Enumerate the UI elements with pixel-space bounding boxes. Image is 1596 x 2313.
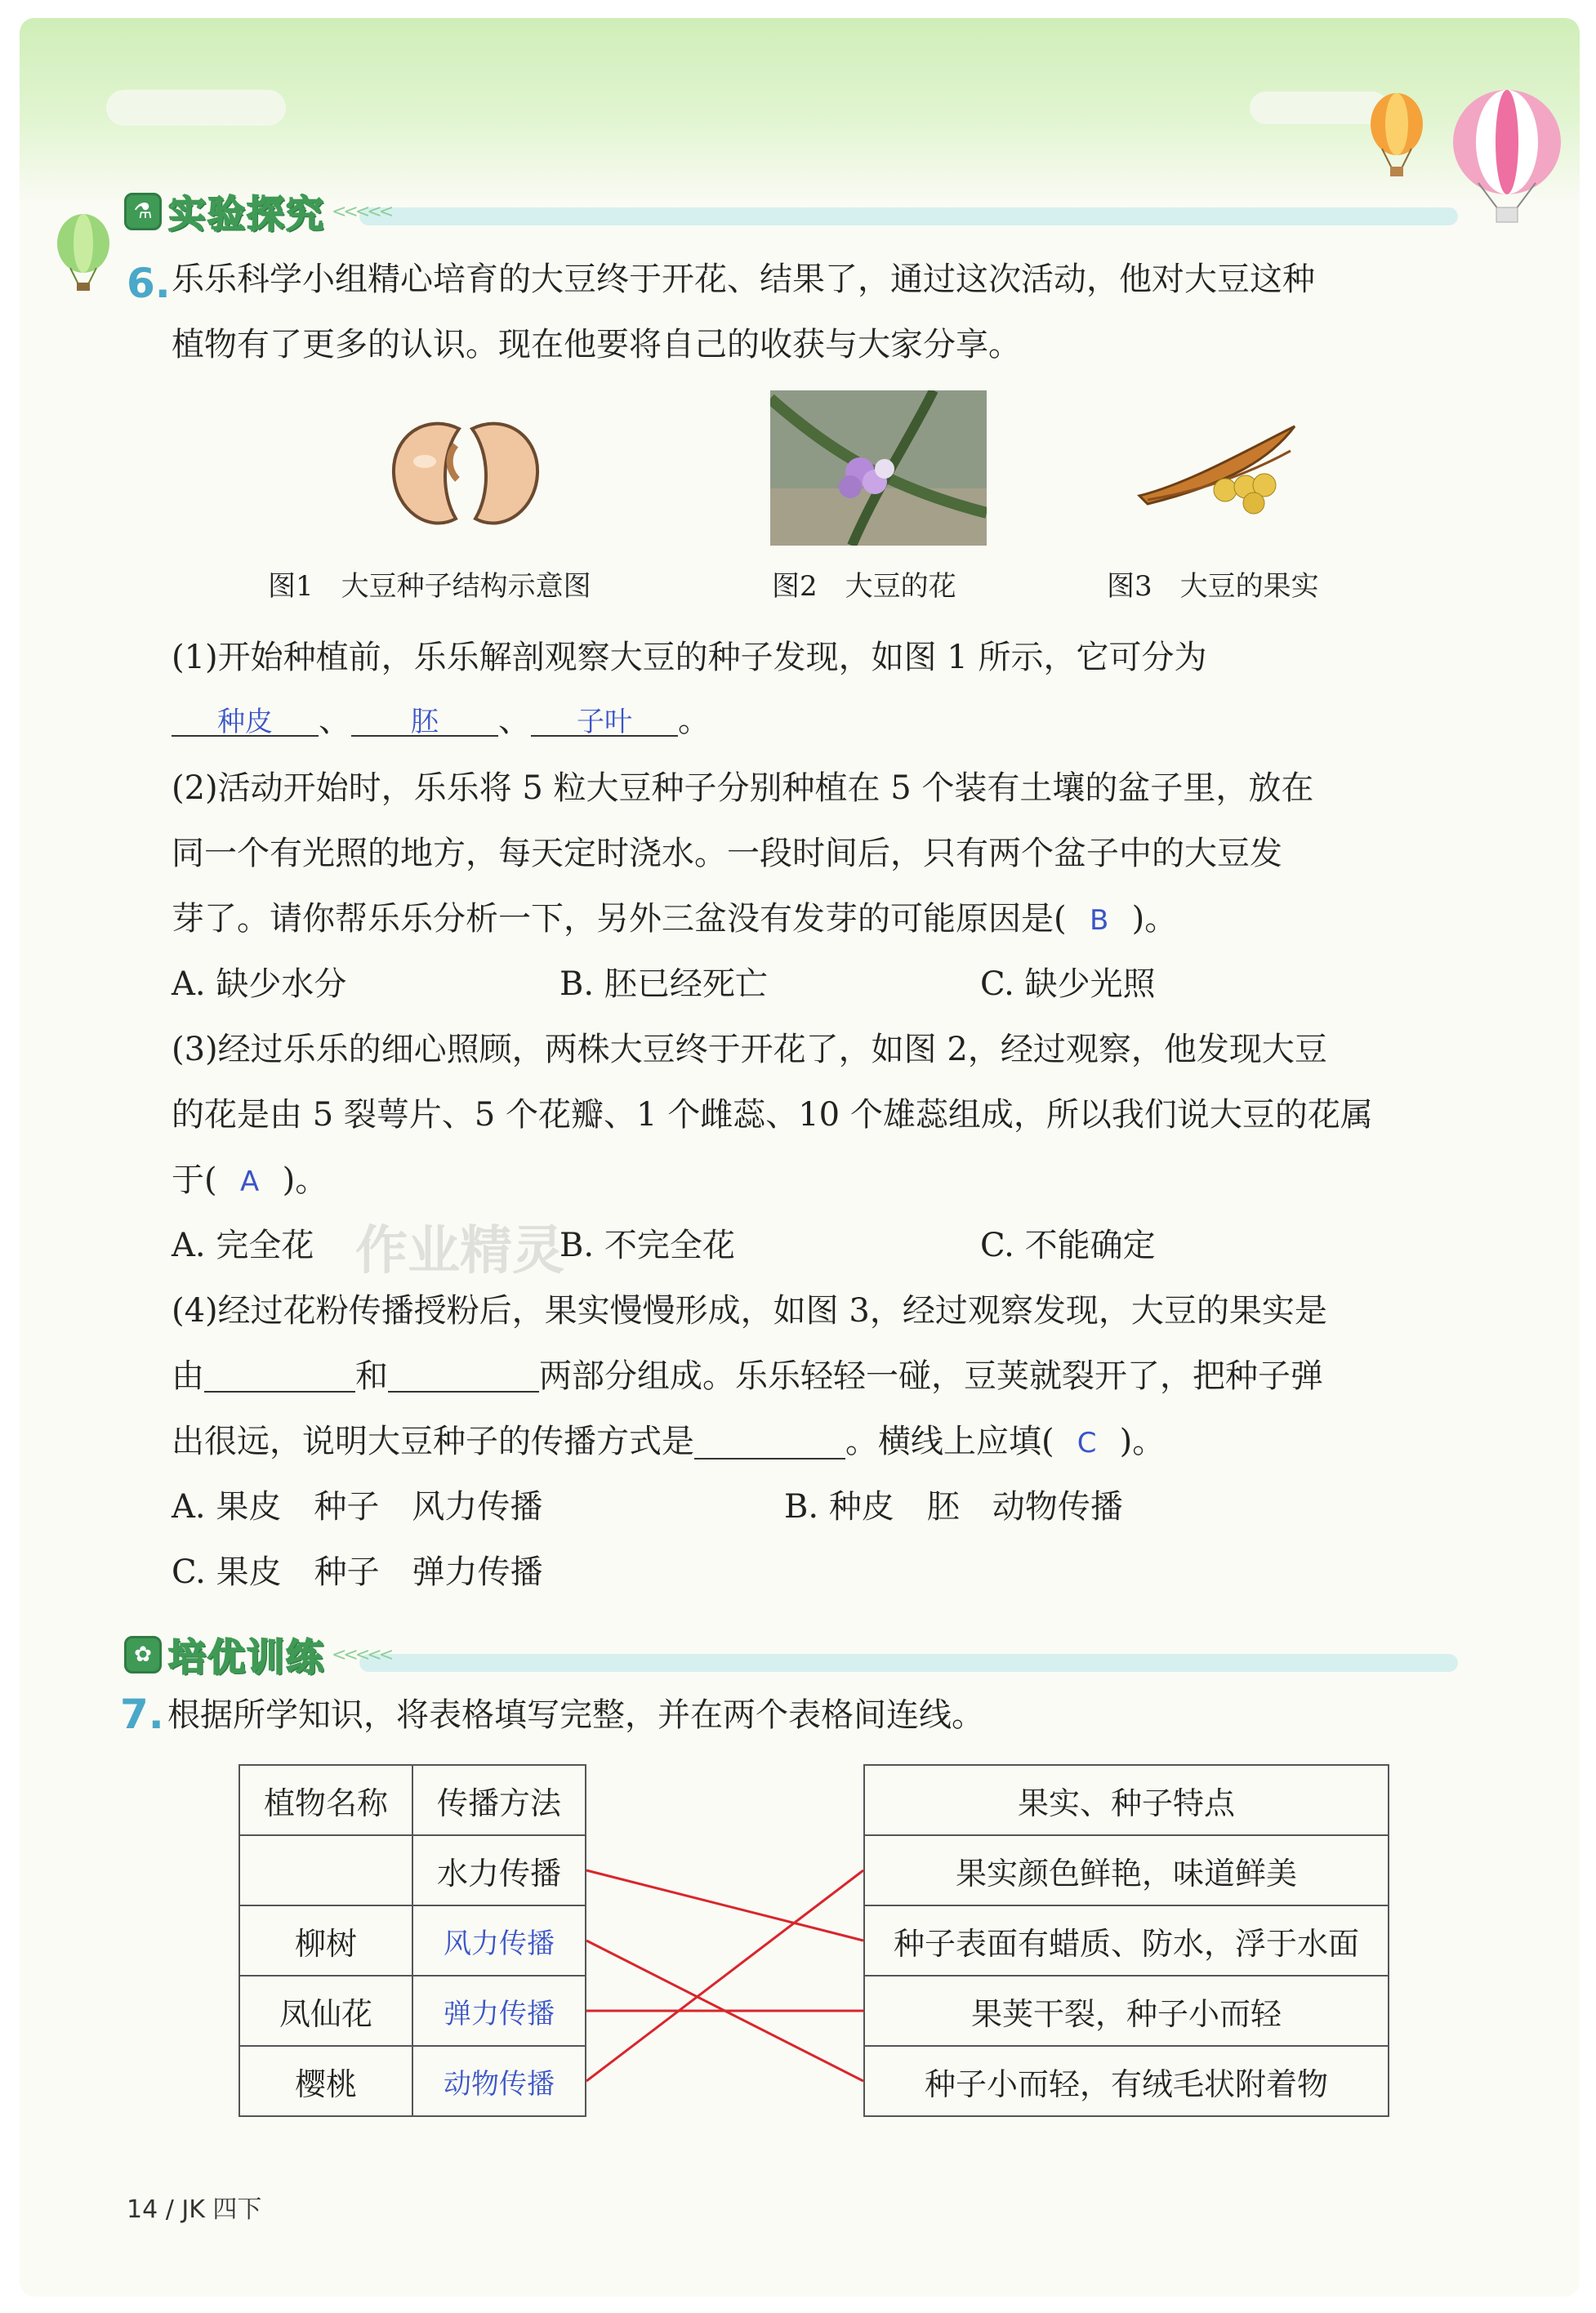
figure1-caption: 图1 大豆种子结构示意图 bbox=[268, 570, 591, 603]
q6-part3-option-c: C. 不能确定 bbox=[980, 1227, 1156, 1264]
method-answer-cell: 风力传播 bbox=[412, 1905, 586, 1976]
q6-part3-line2: 的花是由 5 裂萼片、5 个花瓣、1 个雌蕊、10 个雄蕊组成，所以我们说大豆的花属 bbox=[172, 1096, 1373, 1134]
chevron-decoration-icon: <<<<< bbox=[332, 201, 391, 222]
answer-choice: A bbox=[239, 1165, 260, 1198]
q6-part3-option-a: A. 完全花 bbox=[172, 1227, 314, 1264]
q6-part2-option-c: C. 缺少光照 bbox=[980, 965, 1156, 1003]
q6-part2-line3: 芽了。请你帮乐乐分析一下，另外三盆没有发芽的可能原因是( B )。 bbox=[172, 900, 1178, 938]
q6-stem-line1: 乐乐科学小组精心培育的大豆终于开花、结果了，通过这次活动，他对大豆这种 bbox=[172, 261, 1315, 298]
q6-part2-option-a: A. 缺少水分 bbox=[172, 965, 347, 1003]
question-number: 7. bbox=[120, 1691, 164, 1738]
q6-part4-option-b: B. 种皮 胚 动物传播 bbox=[784, 1488, 1123, 1526]
chevron-decoration-icon: <<<<< bbox=[332, 1644, 391, 1665]
q6-part2-line1: (2)活动开始时，乐乐将 5 粒大豆种子分别种植在 5 个装有土壤的盆子里，放在 bbox=[172, 769, 1314, 807]
feature-cell: 果实颜色鲜艳，味道鲜美 bbox=[864, 1835, 1389, 1905]
q6-part1-answers: 种皮 、 胚 、 子叶 。 bbox=[172, 704, 711, 737]
flower-badge-icon: ✿ bbox=[124, 1636, 162, 1673]
q6-part2-option-b: B. 胚已经死亡 bbox=[559, 965, 768, 1003]
feature-cell: 种子小而轻，有绒毛状附着物 bbox=[864, 2046, 1389, 2116]
answer-blank: 胚 bbox=[351, 704, 498, 737]
q6-part4-option-c: C. 果皮 种子 弹力传播 bbox=[172, 1553, 543, 1591]
method-answer-cell: 动物传播 bbox=[412, 2046, 586, 2116]
watermark: 作业精灵 bbox=[355, 1221, 564, 1281]
matching-line bbox=[586, 1870, 863, 2081]
q6-stem-line2: 植物有了更多的认识。现在他要将自己的收获与大家分享。 bbox=[172, 326, 1021, 363]
plant-cell: 凤仙花 bbox=[239, 1976, 412, 2046]
q6-part3-line3: 于( A )。 bbox=[172, 1161, 328, 1199]
answer-blank: 子叶 bbox=[531, 704, 678, 737]
feature-cell: 果荚干裂，种子小而轻 bbox=[864, 1976, 1389, 2046]
table-header: 果实、种子特点 bbox=[864, 1765, 1389, 1835]
q6-part4-line2: 由 和 两部分组成。乐乐轻轻一碰，豆荚就裂开了，把种子弹 bbox=[172, 1357, 1323, 1395]
q6-part3-line1: (3)经过乐乐的细心照顾，两株大豆终于开花了，如图 2，经过观察，他发现大豆 bbox=[172, 1031, 1327, 1068]
table-header: 植物名称 bbox=[239, 1765, 412, 1835]
feature-cell: 种子表面有蜡质、防水，浮于水面 bbox=[864, 1905, 1389, 1976]
matching-line bbox=[586, 1870, 863, 1941]
answer-blank: 种皮 bbox=[172, 704, 319, 737]
q6-part3-option-b: B. 不完全花 bbox=[559, 1227, 735, 1264]
q6-part4-option-a: A. 果皮 种子 风力传播 bbox=[172, 1488, 543, 1526]
figure3-caption: 图3 大豆的果实 bbox=[1107, 570, 1319, 603]
section-title: 实验探究 bbox=[168, 192, 325, 236]
q6-part1-line1: (1)开始种植前，乐乐解剖观察大豆的种子发现，如图 1 所示，它可分为 bbox=[172, 639, 1207, 676]
plant-cell: 柳树 bbox=[239, 1905, 412, 1976]
answer-choice: C bbox=[1077, 1427, 1097, 1460]
answer-choice: B bbox=[1089, 904, 1109, 937]
question-number: 6. bbox=[127, 260, 171, 307]
table-header: 传播方法 bbox=[412, 1765, 586, 1835]
q6-part2-line2: 同一个有光照的地方，每天定时浇水。一段时间后，只有两个盆子中的大豆发 bbox=[172, 835, 1282, 872]
method-answer-cell: 弹力传播 bbox=[412, 1976, 586, 2046]
flask-icon: ⚗ bbox=[124, 193, 162, 230]
q6-part4-line1: (4)经过花粉传播授粉后，果实慢慢形成，如图 3，经过观察发现，大豆的果实是 bbox=[172, 1292, 1327, 1330]
section-title: 培优训练 bbox=[168, 1635, 325, 1679]
q6-part4-line3: 出很远，说明大豆种子的传播方式是 。横线上应填( C )。 bbox=[172, 1423, 1166, 1460]
plant-cell: 樱桃 bbox=[239, 2046, 412, 2116]
figure2-caption: 图2 大豆的花 bbox=[772, 570, 956, 603]
page-footer: 14 / JK 四下 bbox=[127, 2195, 262, 2224]
q7-stem: 根据所学知识，将表格填写完整，并在两个表格间连线。 bbox=[167, 1696, 984, 1734]
method-cell: 水力传播 bbox=[412, 1835, 586, 1905]
